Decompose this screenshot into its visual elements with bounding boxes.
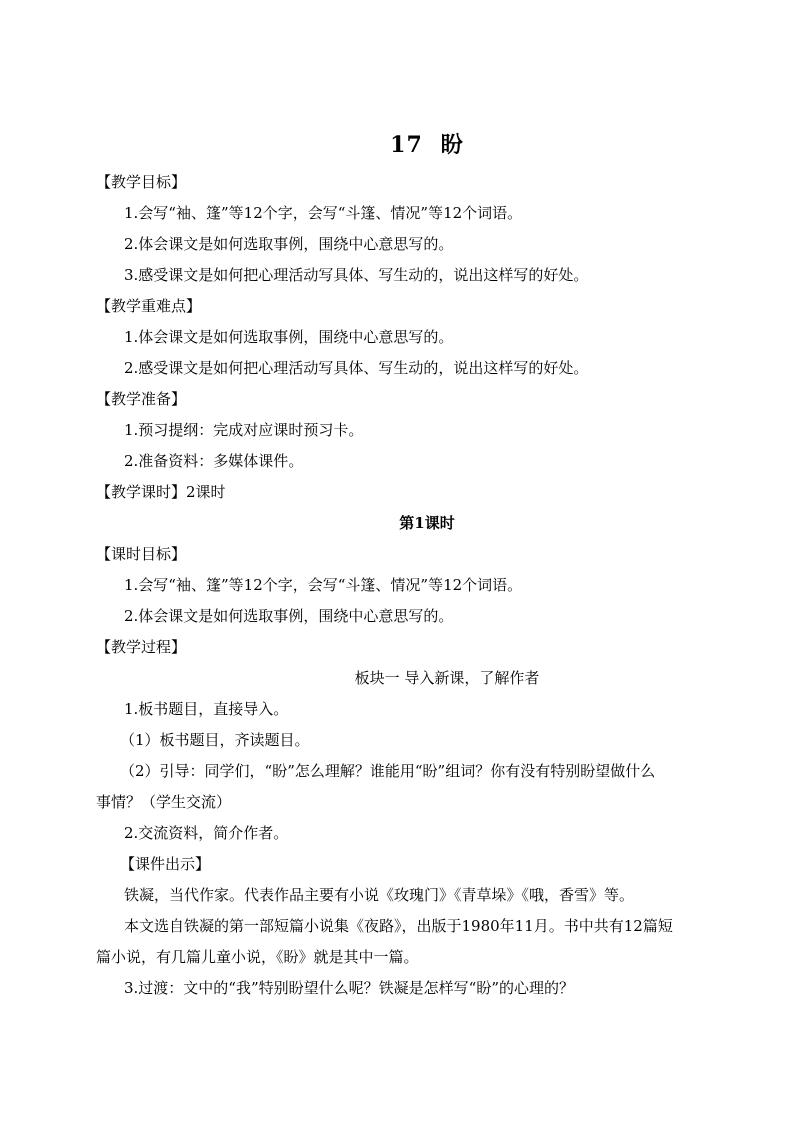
lesson-subtitle: 第1课时 [399,514,455,532]
key-point-item-1: 1.体会课文是如何选取事例，围绕中心意思写的。 [124,328,454,346]
author-intro: 铁凝，当代作家。代表作品主要有小说《玫瑰门》《青草垛》《哦，香雪》等。 [124,886,635,904]
preparation-item-2: 2.准备资料：多媒体课件。 [124,452,304,470]
source-intro-line-2: 篇小说，有几篇儿童小说，《盼》就是其中一篇。 [96,948,419,966]
section-heading-lesson-goals: 【课时目标】 [96,545,187,563]
process-substep-2-line-1: （2）引导：同学们，“盼”怎么理解？谁能用“盼”组词？你有没有特别盼望做什么 [120,762,656,780]
goal-item-2: 2.体会课文是如何选取事例，围绕中心意思写的。 [124,235,454,253]
section-heading-preparation: 【教学准备】 [96,390,187,408]
goal-item-3: 3.感受课文是如何把心理活动写具体、写生动的，说出这样写的好处。 [124,266,589,284]
process-step-2: 2.交流资料，简介作者。 [124,824,289,842]
lesson-goal-item-2: 2.体会课文是如何选取事例，围绕中心意思写的。 [124,607,454,625]
block-one-title: 板块一 导入新课，了解作者 [354,669,540,687]
source-intro-line-1: 本文选自铁凝的第一部短篇小说集《夜路》，出版于1980年11月。书中共有12篇短 [124,917,673,935]
title-number: 17 [390,132,423,158]
section-heading-process: 【教学过程】 [96,638,187,656]
courseware-heading: 【课件出示】 [120,855,211,873]
page-title [30,128,794,159]
key-point-item-2: 2.感受课文是如何把心理活动写具体、写生动的，说出这样写的好处。 [124,359,589,377]
title-text: 盼 [440,132,464,158]
goal-item-1: 1.会写“袖、篷”等12个字，会写“斗篷、情况”等12个词语。 [124,204,523,222]
preparation-item-1: 1.预习提纲：完成对应课时预习卡。 [124,421,364,439]
process-substep-1: （1）板书题目，齐读题目。 [120,731,310,749]
process-step-3: 3.过渡：文中的“我”特别盼望什么呢？铁凝是怎样写“盼”的心理的？ [124,979,574,997]
process-substep-2-line-2: 事情？（学生交流） [96,793,232,811]
process-step-1: 1.板书题目，直接导入。 [124,700,289,718]
section-heading-key-points: 【教学重难点】 [96,297,202,315]
section-heading-class-hours: 【教学课时】2课时 [96,483,226,501]
section-heading-teaching-goals: 【教学目标】 [96,173,187,191]
lesson-goal-item-1: 1.会写“袖、篷”等12个字，会写“斗篷、情况”等12个词语。 [124,576,523,594]
